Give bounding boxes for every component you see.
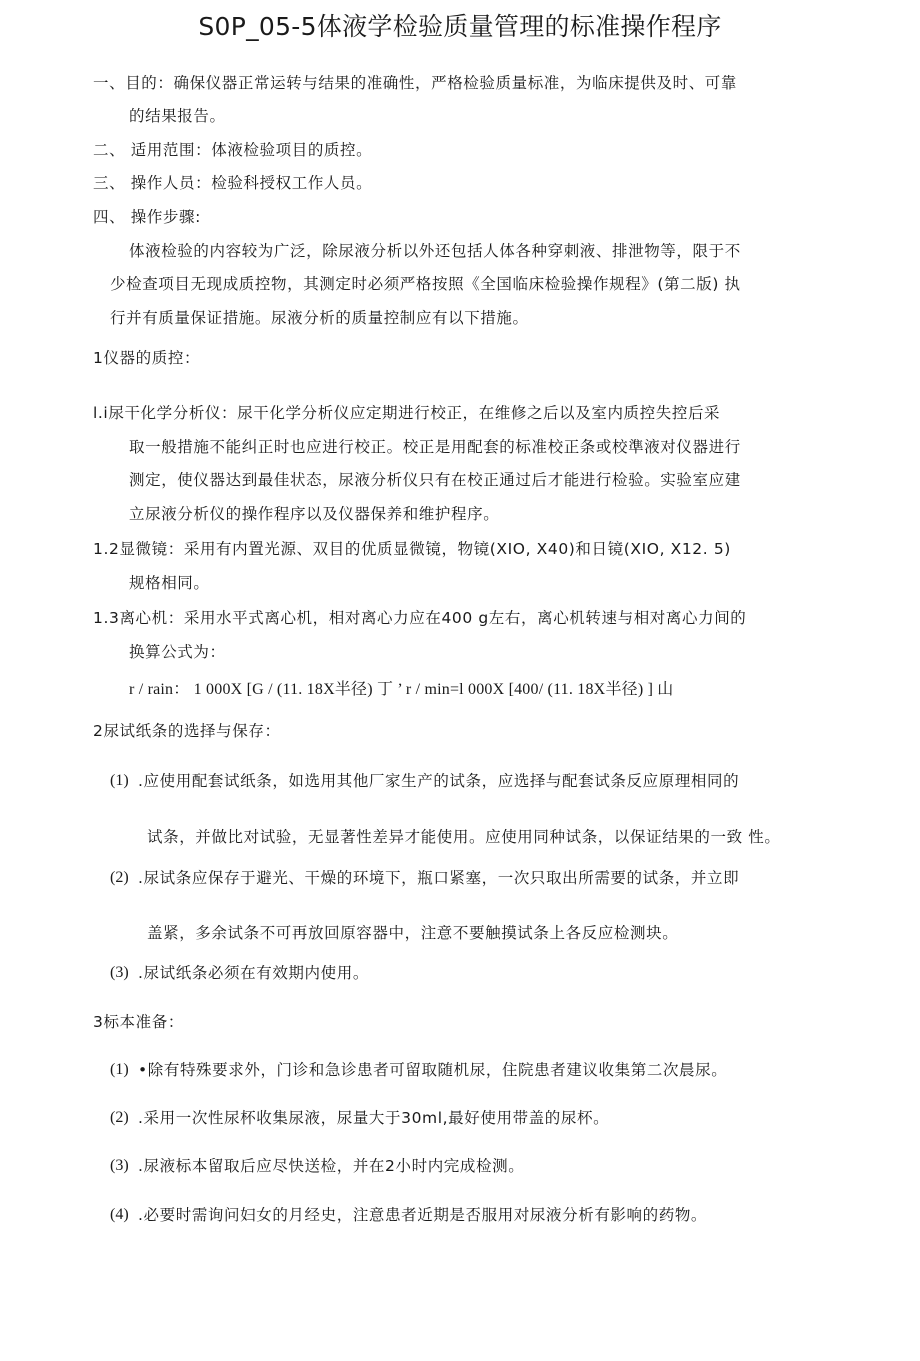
section-2-item-3-line-1: .尿试纸条必须在有效期内使用。 bbox=[138, 964, 369, 982]
intro-line-2: 少检查项目无现成质控物，其测定时必须严格按照《全国临床检验操作规程》(第二版) 执 bbox=[110, 275, 741, 293]
section-1-3-line-1: 1.3离心机：采用水平式离心机，相对离心力应在400 g左右，离心机转速与相对离心力间的 bbox=[93, 609, 747, 627]
section-1-1-line-4: 立尿液分析仪的操作程序以及仪器保养和维护程序。 bbox=[129, 505, 500, 523]
section-2-item-1-number: (1) bbox=[110, 772, 129, 789]
section-2-item-1-line-2: 试条，并做比对试验，无显著性差异才能使用。应使用同种试条，以保证结果的一致 性。 bbox=[147, 828, 781, 846]
section-2-item-2-line-2: 盖紧，多余试条不可再放回原容器中，注意不要触摸试条上各反应检测块。 bbox=[147, 924, 679, 942]
section-1-1-line-1: l.i尿干化学分析仪：尿干化学分析仪应定期进行校正，在维修之后以及室内质控失控后采 bbox=[93, 404, 721, 422]
section-1-1-line-2: 取一般措施不能纠正时也应进行校正。校正是用配套的标准校正条或校準液对仪器进行 bbox=[129, 438, 741, 456]
section-3-item-4-number: (4) bbox=[110, 1206, 129, 1223]
section-2-item-3-number: (3) bbox=[110, 964, 129, 981]
section-3-item-2-number: (2) bbox=[110, 1109, 129, 1126]
section-2-item-2-number: (2) bbox=[110, 869, 129, 886]
section-3-item-4: .必要时需询问妇女的月经史，注意患者近期是否服用对尿液分析有影响的药物。 bbox=[138, 1206, 708, 1224]
section-3-item-3: .尿液标本留取后应尽快送检，并在2小时内完成检测。 bbox=[138, 1157, 525, 1175]
purpose-line-2: 的结果报告。 bbox=[129, 107, 226, 125]
personnel-line: 三、 操作人员：检验科授权工作人员。 bbox=[93, 174, 373, 192]
section-3-item-1: •除有特殊要求外，门诊和急诊患者可留取随机尿，住院患者建议收集第二次晨尿。 bbox=[138, 1061, 728, 1079]
section-3-item-2: .采用一次性尿杯收集尿液，尿量大于30ml,最好使用带盖的尿杯。 bbox=[138, 1109, 610, 1127]
document-title: S0P_05-5体液学检验质量管理的标准操作程序 bbox=[198, 12, 722, 41]
section-2-heading: 2尿试纸条的选择与保存： bbox=[93, 722, 281, 740]
section-3-item-3-number: (3) bbox=[110, 1157, 129, 1174]
section-2-item-1-line-1: .应使用配套试纸条，如选用其他厂家生产的试条，应选择与配套试条反应原理相同的 bbox=[138, 772, 740, 790]
centrifuge-formula: r / rain： 1 000X [G / (11. 18X半径) 丁 ’ r / min=l 000X [400/ (11. 18X半径) ] 山 bbox=[129, 681, 674, 698]
section-1-3-line-2: 换算公式为： bbox=[129, 643, 226, 661]
section-1-2-line-1: 1.2显微镜：采用有内置光源、双目的优质显微镜，物镜(XIO, X40)和日镜(XIO, X12. 5) bbox=[93, 540, 731, 558]
section-3-item-1-number: (1) bbox=[110, 1061, 129, 1078]
section-1-2-line-2: 规格相同。 bbox=[129, 574, 210, 592]
intro-line-3: 行并有质量保证措施。尿液分析的质量控制应有以下措施。 bbox=[110, 309, 529, 327]
steps-heading: 四、 操作步骤: bbox=[93, 208, 201, 226]
scope-line: 二、 适用范围：体液检验项目的质控。 bbox=[93, 141, 373, 159]
intro-line-1: 体液检验的内容较为广泛，除尿液分析以外还包括人体各种穿刺液、排泄物等，限于不 bbox=[129, 242, 741, 260]
section-1-heading: 1仪器的质控： bbox=[93, 349, 201, 367]
section-1-1-line-3: 测定，使仪器达到最佳状态，尿液分析仪只有在校正通过后才能进行检验。实验室应建 bbox=[129, 471, 741, 489]
purpose-line-1: 一、目的：确保仪器正常运转与结果的准确性，严格检验质量标准，为临床提供及时、可靠 bbox=[93, 74, 738, 92]
section-2-item-2-line-1: .尿试条应保存于避光、干燥的环境下，瓶口紧塞，一次只取出所需要的试条，并立即 bbox=[138, 869, 740, 887]
section-3-heading: 3标本准备： bbox=[93, 1013, 184, 1031]
